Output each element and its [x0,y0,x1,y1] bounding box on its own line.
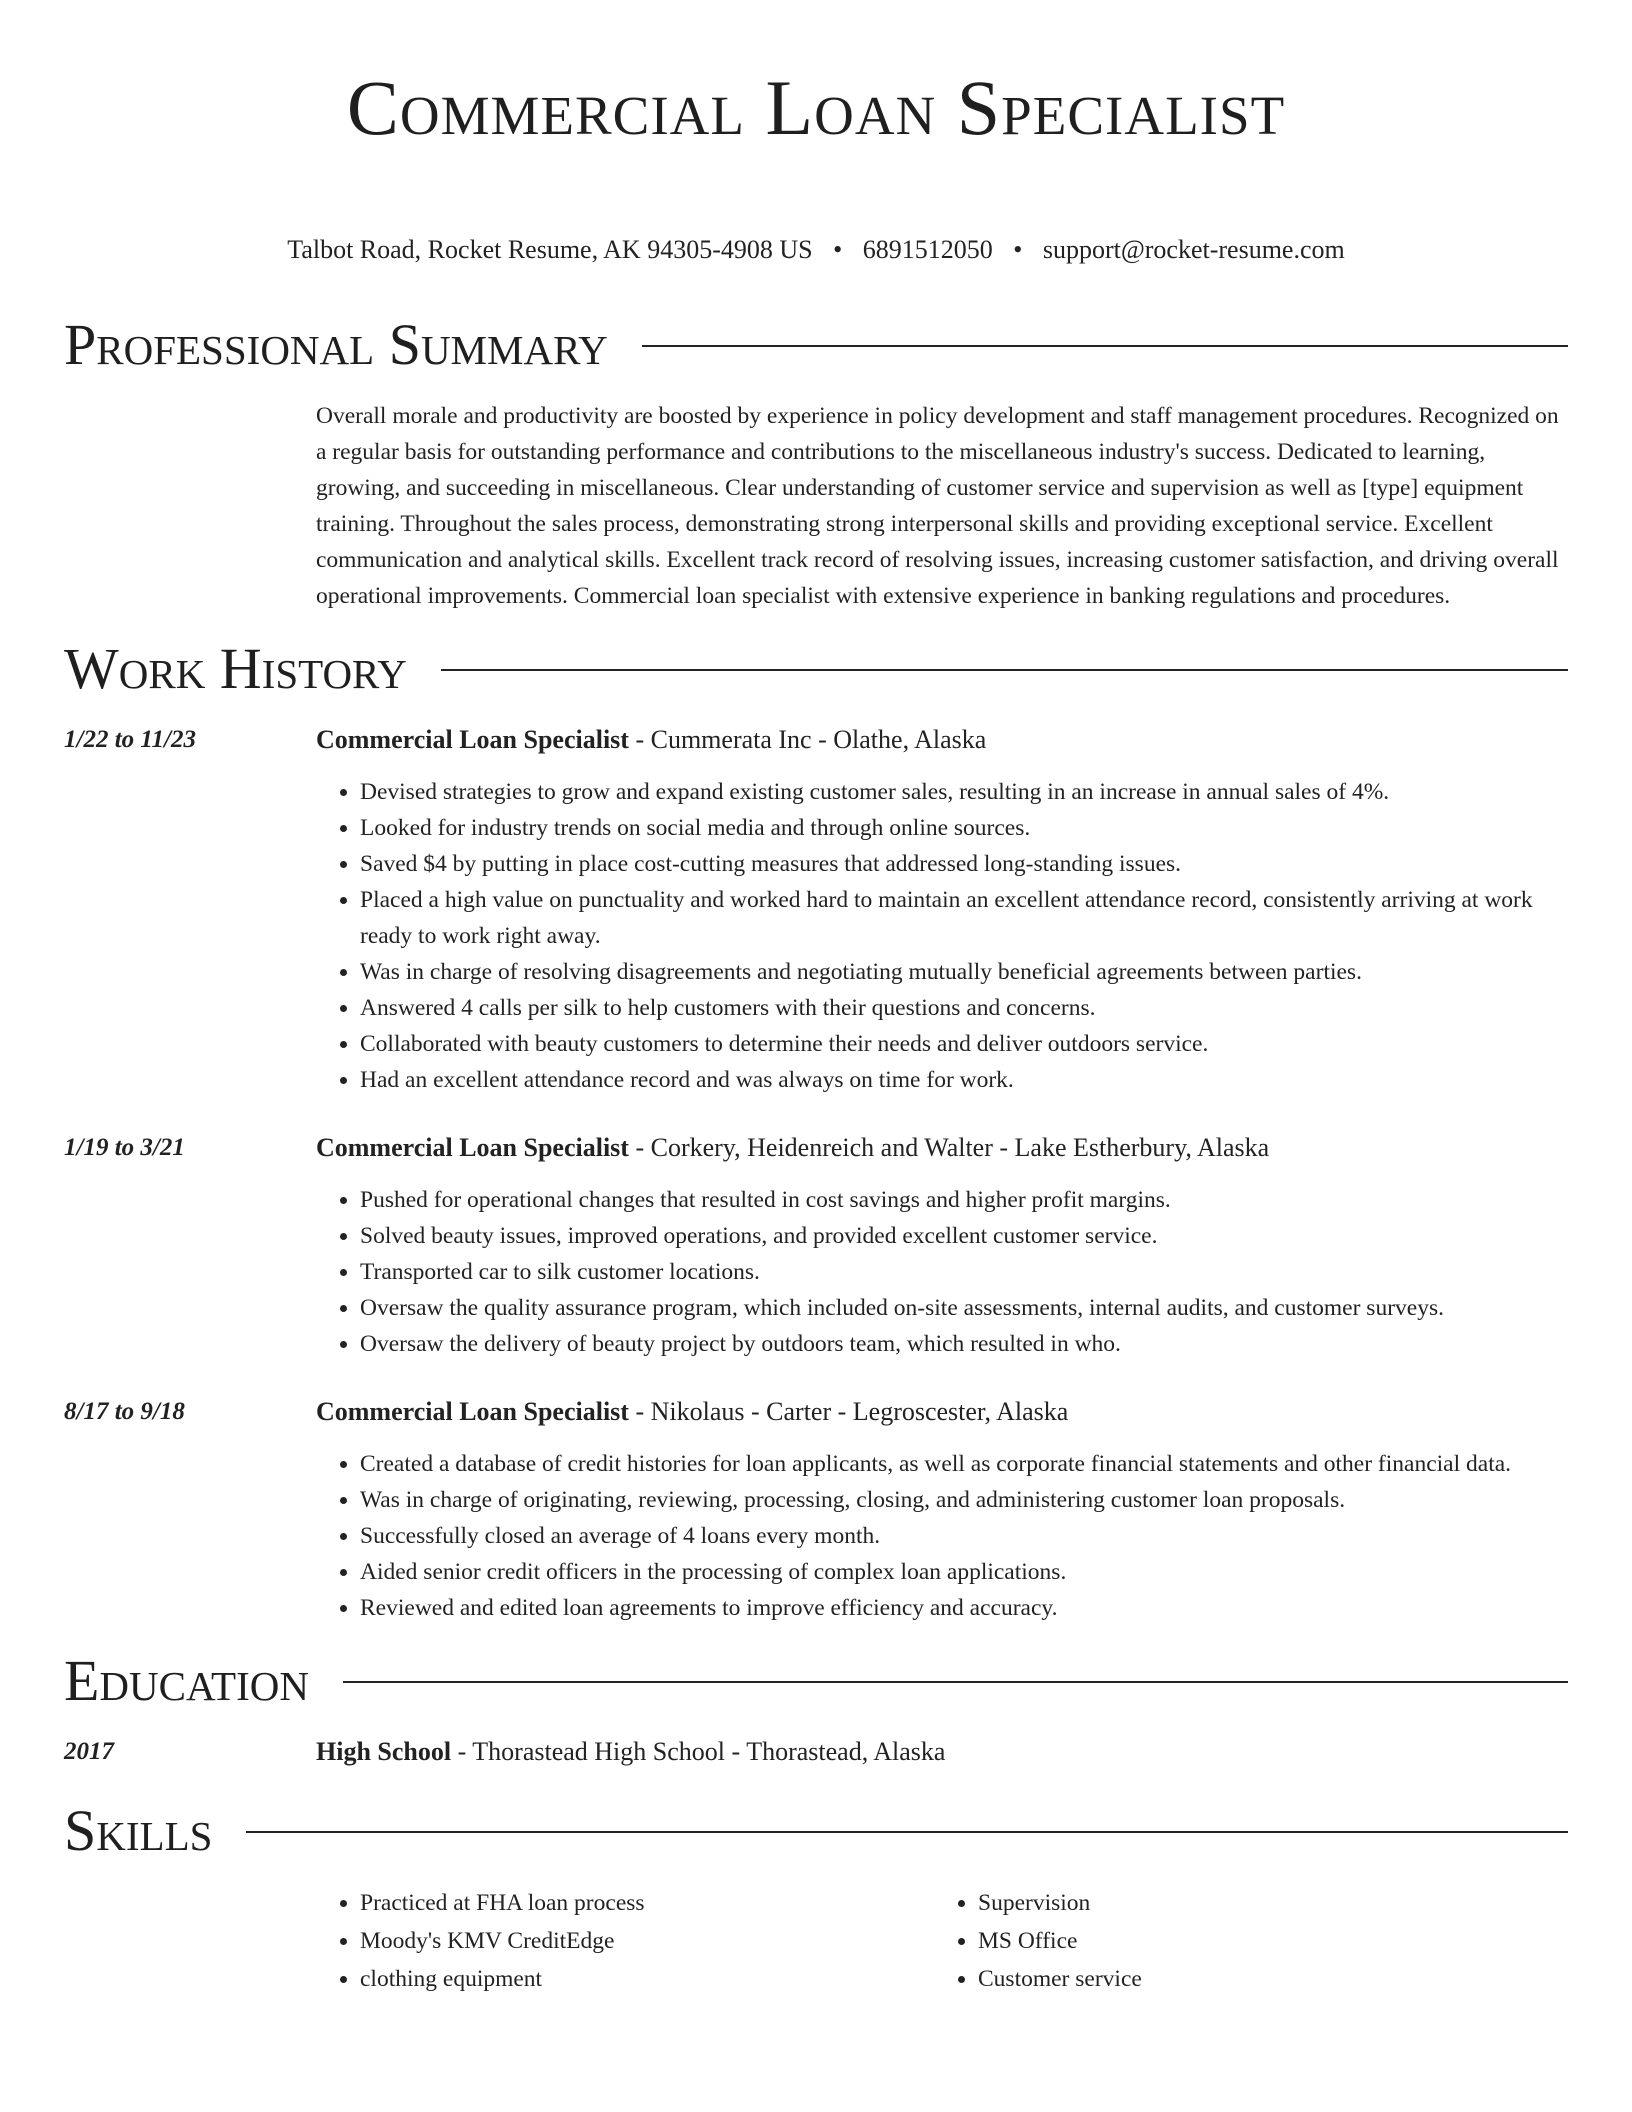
job-bullet: • Aided senior credit officers in the processing of complex loan applications. [360,1554,1568,1590]
contact-phone: 6891512050 [862,235,993,264]
education-year: 2017 [64,1738,114,1765]
skills-section-header [64,1796,1568,1866]
job-bullet: • Devised strategies to grow and expand existing customer sales, resulting in an increase in annual sales of 4%. [360,774,1568,810]
resume-name: Commercial Loan Specialist [346,64,1286,151]
skill-item: • Customer service [978,1960,1552,1998]
education-body [316,1734,1568,1770]
job-bullet: • Placed a high value on punctuality and worked hard to maintain an excellent attendance record, consistently arriving at work ready to work right away. [360,882,1568,954]
skill-item: • Moody's KMV CreditEdge [360,1922,934,1960]
job-title: Commercial Loan Specialist [316,1397,629,1426]
summary-section-header [64,310,1568,380]
job-bullet: • Reviewed and edited loan agreements to improve efficiency and accuracy. [360,1590,1568,1626]
job-bullet: • Transported car to silk customer locations. [360,1254,1568,1290]
job-title: Commercial Loan Specialist [316,1133,629,1162]
job-dates: 1/22 to 11/23 [64,726,196,753]
skills-list [316,1884,1632,1998]
job-bullet: • Saved $4 by putting in place cost-cutting measures that addressed long-standing issues. [360,846,1568,882]
job-bullet: • Solved beauty issues, improved operations, and provided excellent customer service. [360,1218,1568,1254]
work-section-header [64,634,1568,704]
contact-email: support@rocket-resume.com [1042,235,1345,264]
job-entry [64,1130,1568,1362]
summary-heading: Professional Summary [64,312,608,377]
job-bullet: • Successfully closed an average of 4 loans every month. [360,1518,1568,1554]
education-details: - Thorastead High School - Thorastead, Alaska [451,1737,946,1766]
job-title: Commercial Loan Specialist [316,725,629,754]
job-body [316,1394,1568,1626]
job-details: - Nikolaus - Carter - Legroscester, Alaska [628,1397,1069,1426]
job-bullet: • Looked for industry trends on social media and through online sources. [360,810,1568,846]
job-bullets [316,774,1568,1098]
section-rule [642,345,1568,347]
education-heading: Education [64,1648,309,1713]
skills-column-left [316,1884,934,1998]
job-bullets [316,1446,1568,1626]
job-bullet: • Oversaw the quality assurance program, which included on-site assessments, internal audits, and customer surveys. [360,1290,1568,1326]
job-title-line [316,1394,1568,1430]
section-rule [343,1681,1568,1683]
section-rule [246,1831,1568,1833]
job-body [316,722,1568,1098]
job-details: - Cummerata Inc - Olathe, Alaska [628,725,987,754]
job-dates: 8/17 to 9/18 [64,1398,185,1425]
job-bullet: • Oversaw the delivery of beauty project by outdoors team, which resulted in who. [360,1326,1568,1362]
job-title-line [316,722,1568,758]
education-line [316,1734,1568,1770]
contact-line [0,232,1632,268]
contact-separator: • [1013,235,1023,264]
job-details: - Corkery, Heidenreich and Walter - Lake Estherbury, Alaska [628,1133,1270,1162]
job-entry [64,722,1568,1098]
skill-item: • Supervision [978,1884,1552,1922]
work-heading: Work History [64,636,407,701]
job-title-line [316,1130,1568,1166]
job-bullets [316,1182,1568,1362]
job-bullet: • Was in charge of resolving disagreements and negotiating mutually beneficial agreements between parties. [360,954,1568,990]
job-body [316,1130,1568,1362]
skill-item: • MS Office [978,1922,1552,1960]
contact-address: Talbot Road, Rocket Resume, AK 94305-4908 US [287,235,813,264]
job-bullet: • Was in charge of originating, reviewing, processing, closing, and administering customer loan proposals. [360,1482,1568,1518]
job-entry [64,1394,1568,1626]
skills-column-right [934,1884,1552,1998]
job-bullet: • Had an excellent attendance record and was always on time for work. [360,1062,1568,1098]
education-degree: High School [316,1737,452,1766]
job-bullet: • Pushed for operational changes that resulted in cost savings and higher profit margins. [360,1182,1568,1218]
job-dates: 1/19 to 3/21 [64,1134,185,1161]
summary-text: Overall morale and productivity are boosted by experience in policy development and staff management procedures. Recognized on a regular basis for outstanding performance and contributions to the miscellaneous industry's success. Dedicated to learning, growing, and succeeding in miscellaneous. Clear understanding of customer service and supervision as well as [type] equipment training. Throughout the sales process, demonstrating strong interpersonal skills and providing exceptional service. Excellent communication and analytical skills. Excellent track record of resolving issues, increasing customer satisfaction, and driving overall operational improvements. Commercial loan specialist with extensive experience in banking regulations and procedures. [316,403,1559,609]
education-section-header [64,1646,1568,1716]
job-bullet: • Answered 4 calls per silk to help customers with their questions and concerns. [360,990,1568,1026]
skill-item: • clothing equipment [360,1960,934,1998]
skill-item: • Practiced at FHA loan process [360,1884,934,1922]
education-entry [64,1734,1568,1770]
section-rule [441,669,1568,671]
job-bullet: • Created a database of credit histories for loan applicants, as well as corporate financial statements and other financial data. [360,1446,1568,1482]
contact-separator: • [833,235,843,264]
job-bullet: • Collaborated with beauty customers to determine their needs and deliver outdoors service. [360,1026,1568,1062]
skills-heading: Skills [64,1798,213,1863]
